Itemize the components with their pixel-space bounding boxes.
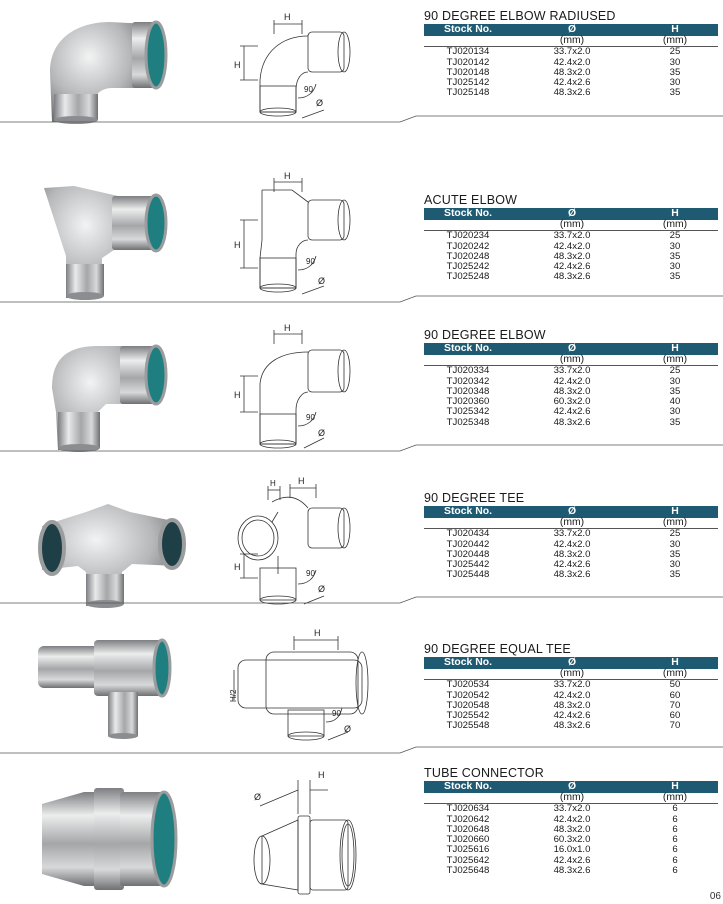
spec-table: [424, 343, 718, 428]
drawing-label-diameter: Ø: [344, 724, 352, 734]
unit-h: (mm): [632, 220, 718, 231]
drawing-label-angle: 90: [304, 85, 313, 94]
cell-stock: TJ020648: [446, 823, 490, 835]
cell-diameter: 33.7x2.0: [553, 679, 591, 691]
drawing-label-h-side: H: [234, 390, 241, 400]
cell-stock: TJ020534: [446, 679, 490, 691]
drawing-label-diameter: Ø: [316, 98, 324, 108]
cell-diameter: 42.4x2.6: [553, 854, 591, 866]
unit-h: (mm): [632, 518, 718, 529]
table-row: [424, 680, 718, 691]
drawing-label-angle: 90: [306, 413, 315, 422]
cell-stock: TJ025348: [446, 416, 490, 428]
tech-drawing-90-elbow: [232, 320, 382, 452]
cell-stock: TJ025548: [446, 720, 490, 732]
cell-stock: TJ020248: [446, 250, 490, 262]
unit-stock: [424, 220, 512, 231]
table-row: [424, 866, 718, 876]
tech-drawing-equal-tee: [229, 622, 382, 742]
cell-diameter: 42.4x2.6: [553, 261, 591, 273]
tech-drawing-elbow-radiused: [232, 6, 382, 122]
drawing-label-h-top: H: [298, 476, 305, 486]
cell-diameter: 42.4x2.0: [553, 813, 591, 825]
cell-h: 60: [669, 689, 681, 701]
cell-h: 35: [669, 271, 681, 283]
section-90-elbow: [0, 314, 723, 456]
drawing-label-diameter: Ø: [318, 584, 326, 594]
cell-stock: TJ025442: [446, 559, 490, 571]
section-equal-tee: [0, 618, 723, 758]
cell-stock: TJ025248: [446, 271, 490, 283]
cell-h: 35: [669, 548, 681, 560]
cell-h: 30: [669, 240, 681, 252]
cell-diameter: 42.4x2.0: [553, 240, 591, 252]
drawing-label-diameter: Ø: [318, 428, 326, 438]
product-title: TUBE CONNECTOR: [424, 766, 544, 780]
cell-diameter: 48.3x2.0: [553, 823, 591, 835]
col-header-stock: Stock No.: [424, 343, 512, 355]
spec-block-elbow-radiused: [424, 9, 720, 99]
cell-h: 50: [669, 679, 681, 691]
product-title: ACUTE ELBOW: [424, 193, 518, 207]
cell-h: 70: [669, 720, 681, 732]
table-row: [424, 418, 718, 428]
cell-diameter: 48.3x2.6: [553, 569, 591, 581]
drawing-label-diameter: Ø: [254, 792, 262, 802]
col-header-h: H: [632, 208, 718, 220]
cell-h: 35: [669, 385, 681, 397]
col-header-diameter: Ø: [512, 208, 632, 220]
spec-table: [424, 781, 718, 876]
cell-diameter: 48.3x2.6: [553, 865, 591, 877]
product-photo-equal-tee: [28, 630, 198, 740]
unit-diameter: (mm): [512, 36, 632, 47]
col-header-diameter: Ø: [512, 24, 632, 36]
cell-diameter: 42.4x2.0: [553, 689, 591, 701]
cell-h: 30: [669, 261, 681, 273]
col-header-h: H: [632, 24, 718, 36]
cell-diameter: 33.7x2.0: [553, 46, 591, 58]
cell-stock: TJ025448: [446, 569, 490, 581]
cell-diameter: 60.3x2.0: [553, 396, 591, 408]
table-row: [424, 88, 718, 98]
cell-stock: TJ020360: [446, 396, 490, 408]
section-divider: [0, 745, 723, 755]
section-acute-elbow: [0, 160, 723, 302]
drawing-label-h-side: H: [234, 562, 241, 572]
cell-h: 6: [672, 823, 678, 835]
cell-stock: TJ025242: [446, 261, 490, 273]
cell-stock: TJ020348: [446, 385, 490, 397]
cell-stock: TJ020660: [446, 834, 490, 846]
drawing-label-h-side: H: [234, 240, 241, 250]
cell-h: 30: [669, 56, 681, 68]
tech-drawing-tube-connector: [232, 766, 382, 904]
cell-h: 6: [672, 844, 678, 856]
col-header-stock: Stock No.: [424, 24, 512, 36]
unit-h: (mm): [632, 669, 718, 680]
spec-block-acute-elbow: [424, 193, 720, 283]
col-header-stock: Stock No.: [424, 506, 512, 518]
spec-table: [424, 506, 718, 581]
spec-table: [424, 24, 718, 99]
spec-block-equal-tee: [424, 642, 720, 732]
cell-diameter: 48.3x2.0: [553, 385, 591, 397]
cell-diameter: 48.3x2.0: [553, 66, 591, 78]
product-title: 90 DEGREE TEE: [424, 491, 525, 505]
cell-h: 30: [669, 375, 681, 387]
unit-stock: [424, 669, 512, 680]
table-row: [424, 366, 718, 377]
drawing-label-h-left: H: [270, 479, 276, 488]
drawing-label-angle: 90: [306, 257, 315, 266]
cell-h: 6: [672, 854, 678, 866]
cell-diameter: 48.3x2.0: [553, 548, 591, 560]
unit-diameter: (mm): [512, 220, 632, 231]
drawing-label-h-top: H: [284, 171, 291, 181]
col-header-diameter: Ø: [512, 343, 632, 355]
table-row: [424, 570, 718, 580]
cell-diameter: 33.7x2.0: [553, 365, 591, 377]
cell-diameter: 16.0x1.0: [553, 844, 591, 856]
cell-diameter: 33.7x2.0: [553, 803, 591, 815]
cell-h: 35: [669, 250, 681, 262]
drawing-label-h-half: H/2: [229, 689, 238, 702]
cell-diameter: 48.3x2.0: [553, 699, 591, 711]
cell-h: 25: [669, 230, 681, 242]
drawing-label-h-side: H: [234, 60, 241, 70]
cell-h: 6: [672, 813, 678, 825]
table-row: [424, 804, 718, 815]
tech-drawing-90-tee: [232, 474, 382, 610]
unit-diameter: (mm): [512, 793, 632, 804]
unit-h: (mm): [632, 355, 718, 366]
cell-h: 25: [669, 46, 681, 58]
cell-diameter: 33.7x2.0: [553, 230, 591, 242]
drawing-label-angle: 90: [332, 709, 341, 718]
cell-diameter: 42.4x2.0: [553, 375, 591, 387]
cell-stock: TJ020242: [446, 240, 490, 252]
cell-diameter: 42.4x2.6: [553, 710, 591, 722]
drawing-label-diameter: Ø: [318, 276, 326, 286]
cell-stock: TJ020142: [446, 56, 490, 68]
product-title: 90 DEGREE ELBOW: [424, 328, 546, 342]
cell-stock: TJ020434: [446, 528, 490, 540]
cell-stock: TJ025142: [446, 77, 490, 89]
table-row: [424, 272, 718, 282]
cell-h: 60: [669, 710, 681, 722]
cell-h: 35: [669, 87, 681, 99]
col-header-diameter: Ø: [512, 657, 632, 669]
cell-diameter: 42.4x2.6: [553, 77, 591, 89]
section-tube-connector: [0, 762, 723, 904]
drawing-label-h-top: H: [284, 323, 291, 333]
product-title: 90 DEGREE ELBOW RADIUSED: [424, 9, 616, 23]
cell-h: 25: [669, 528, 681, 540]
cell-stock: TJ020634: [446, 803, 490, 815]
product-photo-tube-connector: [28, 782, 198, 892]
cell-diameter: 60.3x2.0: [553, 834, 591, 846]
product-photo-elbow-radiused: [28, 10, 198, 122]
page-number: 06: [709, 891, 721, 902]
spec-block-90-tee: [424, 491, 720, 581]
cell-stock: TJ025542: [446, 710, 490, 722]
tech-drawing-acute-elbow: [232, 170, 382, 298]
cell-stock: TJ020148: [446, 66, 490, 78]
unit-stock: [424, 36, 512, 47]
cell-stock: TJ020542: [446, 689, 490, 701]
col-header-h: H: [632, 506, 718, 518]
section-divider: [0, 294, 723, 304]
product-photo-90-tee: [28, 490, 198, 606]
spec-table: [424, 208, 718, 283]
unit-diameter: (mm): [512, 518, 632, 529]
cell-stock: TJ020548: [446, 699, 490, 711]
table-row: [424, 231, 718, 242]
table-row: [424, 721, 718, 731]
spec-table: [424, 657, 718, 732]
cell-diameter: 42.4x2.0: [553, 56, 591, 68]
col-header-h: H: [632, 657, 718, 669]
section-elbow-radiused: [0, 0, 723, 122]
product-photo-90-elbow: [28, 332, 198, 450]
unit-stock: [424, 793, 512, 804]
col-header-diameter: Ø: [512, 506, 632, 518]
cell-h: 70: [669, 699, 681, 711]
section-divider: [0, 114, 723, 124]
col-header-diameter: Ø: [512, 781, 632, 793]
cell-h: 6: [672, 865, 678, 877]
cell-stock: TJ025616: [446, 844, 490, 856]
cell-h: 6: [672, 803, 678, 815]
table-row: [424, 529, 718, 540]
cell-h: 35: [669, 66, 681, 78]
section-divider: [0, 443, 723, 453]
cell-diameter: 42.4x2.6: [553, 406, 591, 418]
cell-h: 30: [669, 77, 681, 89]
cell-diameter: 48.3x2.0: [553, 250, 591, 262]
unit-h: (mm): [632, 793, 718, 804]
cell-diameter: 48.3x2.6: [553, 87, 591, 99]
drawing-label-h-top: H: [318, 770, 325, 780]
col-header-stock: Stock No.: [424, 657, 512, 669]
spec-block-90-elbow: [424, 328, 720, 428]
col-header-h: H: [632, 781, 718, 793]
cell-h: 35: [669, 569, 681, 581]
unit-diameter: (mm): [512, 355, 632, 366]
cell-h: 30: [669, 538, 681, 550]
cell-h: 6: [672, 834, 678, 846]
col-header-stock: Stock No.: [424, 781, 512, 793]
cell-stock: TJ025342: [446, 406, 490, 418]
cell-stock: TJ025148: [446, 87, 490, 99]
drawing-label-h-top: H: [284, 12, 291, 22]
section-divider: [0, 595, 723, 605]
cell-stock: TJ025642: [446, 854, 490, 866]
cell-diameter: 42.4x2.6: [553, 559, 591, 571]
cell-diameter: 48.3x2.6: [553, 271, 591, 283]
cell-stock: TJ020442: [446, 538, 490, 550]
cell-diameter: 48.3x2.6: [553, 416, 591, 428]
cell-stock: TJ025648: [446, 865, 490, 877]
unit-stock: [424, 355, 512, 366]
cell-stock: TJ020134: [446, 46, 490, 58]
cell-diameter: 42.4x2.0: [553, 538, 591, 550]
col-header-h: H: [632, 343, 718, 355]
product-title: 90 DEGREE EQUAL TEE: [424, 642, 571, 656]
spec-block-tube-connector: [424, 766, 720, 876]
product-photo-acute-elbow: [28, 170, 198, 298]
col-header-stock: Stock No.: [424, 208, 512, 220]
drawing-label-angle: 90: [306, 569, 315, 578]
cell-stock: TJ020642: [446, 813, 490, 825]
unit-stock: [424, 518, 512, 529]
table-row: [424, 47, 718, 58]
cell-diameter: 33.7x2.0: [553, 528, 591, 540]
unit-diameter: (mm): [512, 669, 632, 680]
cell-h: 30: [669, 559, 681, 571]
cell-h: 30: [669, 406, 681, 418]
section-90-tee: [0, 470, 723, 610]
cell-h: 40: [669, 396, 681, 408]
drawing-label-h-top: H: [314, 628, 321, 638]
cell-stock: TJ020342: [446, 375, 490, 387]
cell-diameter: 48.3x2.6: [553, 720, 591, 732]
cell-stock: TJ020234: [446, 230, 490, 242]
cell-stock: TJ020334: [446, 365, 490, 377]
cell-h: 35: [669, 416, 681, 428]
unit-h: (mm): [632, 36, 718, 47]
cell-h: 25: [669, 365, 681, 377]
cell-stock: TJ020448: [446, 548, 490, 560]
